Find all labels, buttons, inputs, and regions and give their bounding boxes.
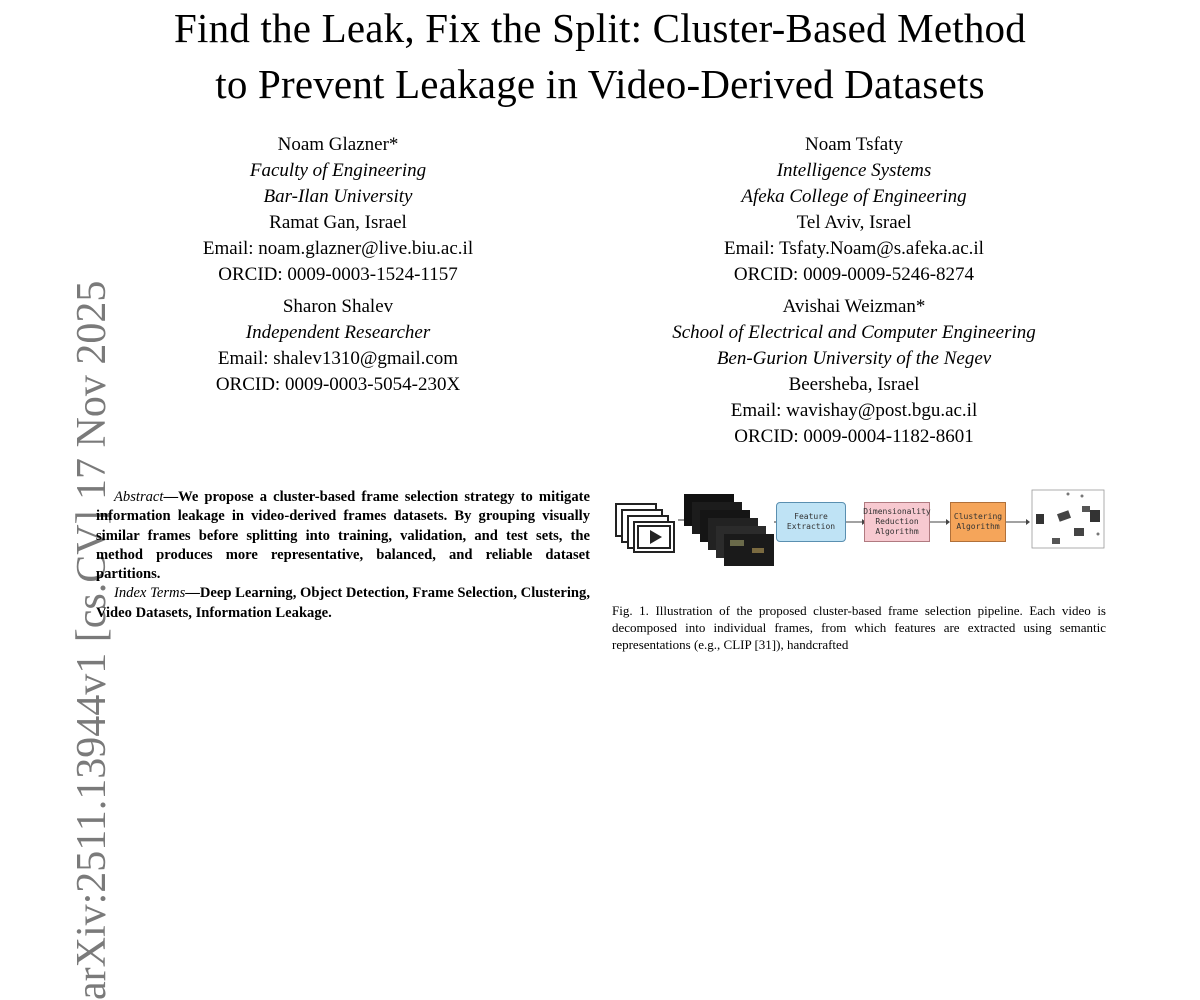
dimensionality-reduction-box: Dimensionality Reduction Algorithm: [864, 502, 930, 542]
clustering-algorithm-box: Clustering Algorithm: [950, 502, 1006, 542]
author-affiliation: Intelligence Systems: [776, 160, 932, 181]
figure-caption: Fig. 1. Illustration of the proposed cluster-based frame selection pipeline. Each video is decomposed into individual frames, from which features are extracted using semantic representations (e.g., CLIP [31]), handcrafted: [612, 603, 1106, 652]
author-email: Email: shalev1310@gmail.com: [217, 348, 459, 369]
author-name: Avishai Weizman*: [782, 296, 926, 317]
author-affiliation: Faculty of Engineering: [249, 160, 427, 181]
pipeline-figure: [612, 484, 1106, 584]
author-location: Ramat Gan, Israel: [269, 212, 407, 233]
feature-extraction-box: Feature Extraction: [776, 502, 846, 542]
author-orcid: ORCID: 0009-0003-1524-1157: [218, 264, 458, 285]
arxiv-identifier: arXiv:2511.13944v1 [cs.CV] 17 Nov 2025: [69, 280, 115, 1000]
video-frames-icon: [616, 504, 674, 552]
author-block-2: [604, 132, 1104, 288]
author-location: Beersheba, Israel: [788, 374, 920, 395]
extracted-frames-icon: [684, 494, 774, 566]
pipeline-diagram: [612, 484, 1106, 584]
author-block-3: [138, 294, 538, 398]
title-line-2: to Prevent Leakage in Video-Derived Datasets: [215, 61, 985, 107]
index-terms-paragraph: [96, 584, 590, 623]
author-affiliation: School of Electrical and Computer Engineering: [672, 322, 1036, 343]
author-email: Email: Tsfaty.Noam@s.afeka.ac.il: [724, 238, 984, 259]
title-line-1: Find the Leak, Fix the Split: Cluster-Based Method: [174, 5, 1026, 51]
arxiv-sidebar: [14, 280, 115, 1000]
author-affiliation: Independent Researcher: [245, 322, 431, 343]
author-name: Noam Glazner*: [277, 134, 399, 155]
author-orcid: ORCID: 0009-0009-5246-8274: [733, 264, 975, 285]
author-orcid: ORCID: 0009-0004-1182-8601: [734, 426, 974, 447]
author-block-4: [604, 294, 1104, 450]
author-block-1: [138, 132, 538, 288]
author-name: Sharon Shalev: [282, 296, 394, 317]
index-terms-label: Index Terms: [114, 585, 186, 602]
author-institution: Afeka College of Engineering: [741, 186, 967, 207]
abstract-paragraph: [96, 488, 590, 584]
author-email: Email: noam.glazner@live.biu.ac.il: [202, 238, 474, 259]
abstract: [96, 488, 590, 623]
author-email: Email: wavishay@post.bgu.ac.il: [730, 400, 978, 421]
author-name: Noam Tsfaty: [804, 134, 904, 155]
author-institution: Ben-Gurion University of the Negev: [716, 348, 992, 369]
cluster-scatter-plot: [1032, 490, 1104, 548]
paper-title: [0, 0, 1200, 112]
author-institution: Bar-Ilan University: [263, 186, 413, 207]
author-orcid: ORCID: 0009-0003-5054-230X: [215, 374, 461, 395]
abstract-label: Abstract: [114, 489, 164, 505]
index-terms-text: —Deep Learning, Object Detection, Frame Selection, Clustering, Video Datasets, Information Leakage.: [96, 585, 590, 621]
abstract-text: —We propose a cluster-based frame selection strategy to mitigate information leakage in video-derived frames datasets. By grouping visually similar frames before splitting into training, validation, and test sets, the method produces more representative, balanced, and reliable dataset partitions.: [96, 489, 590, 583]
author-location: Tel Aviv, Israel: [796, 212, 912, 233]
